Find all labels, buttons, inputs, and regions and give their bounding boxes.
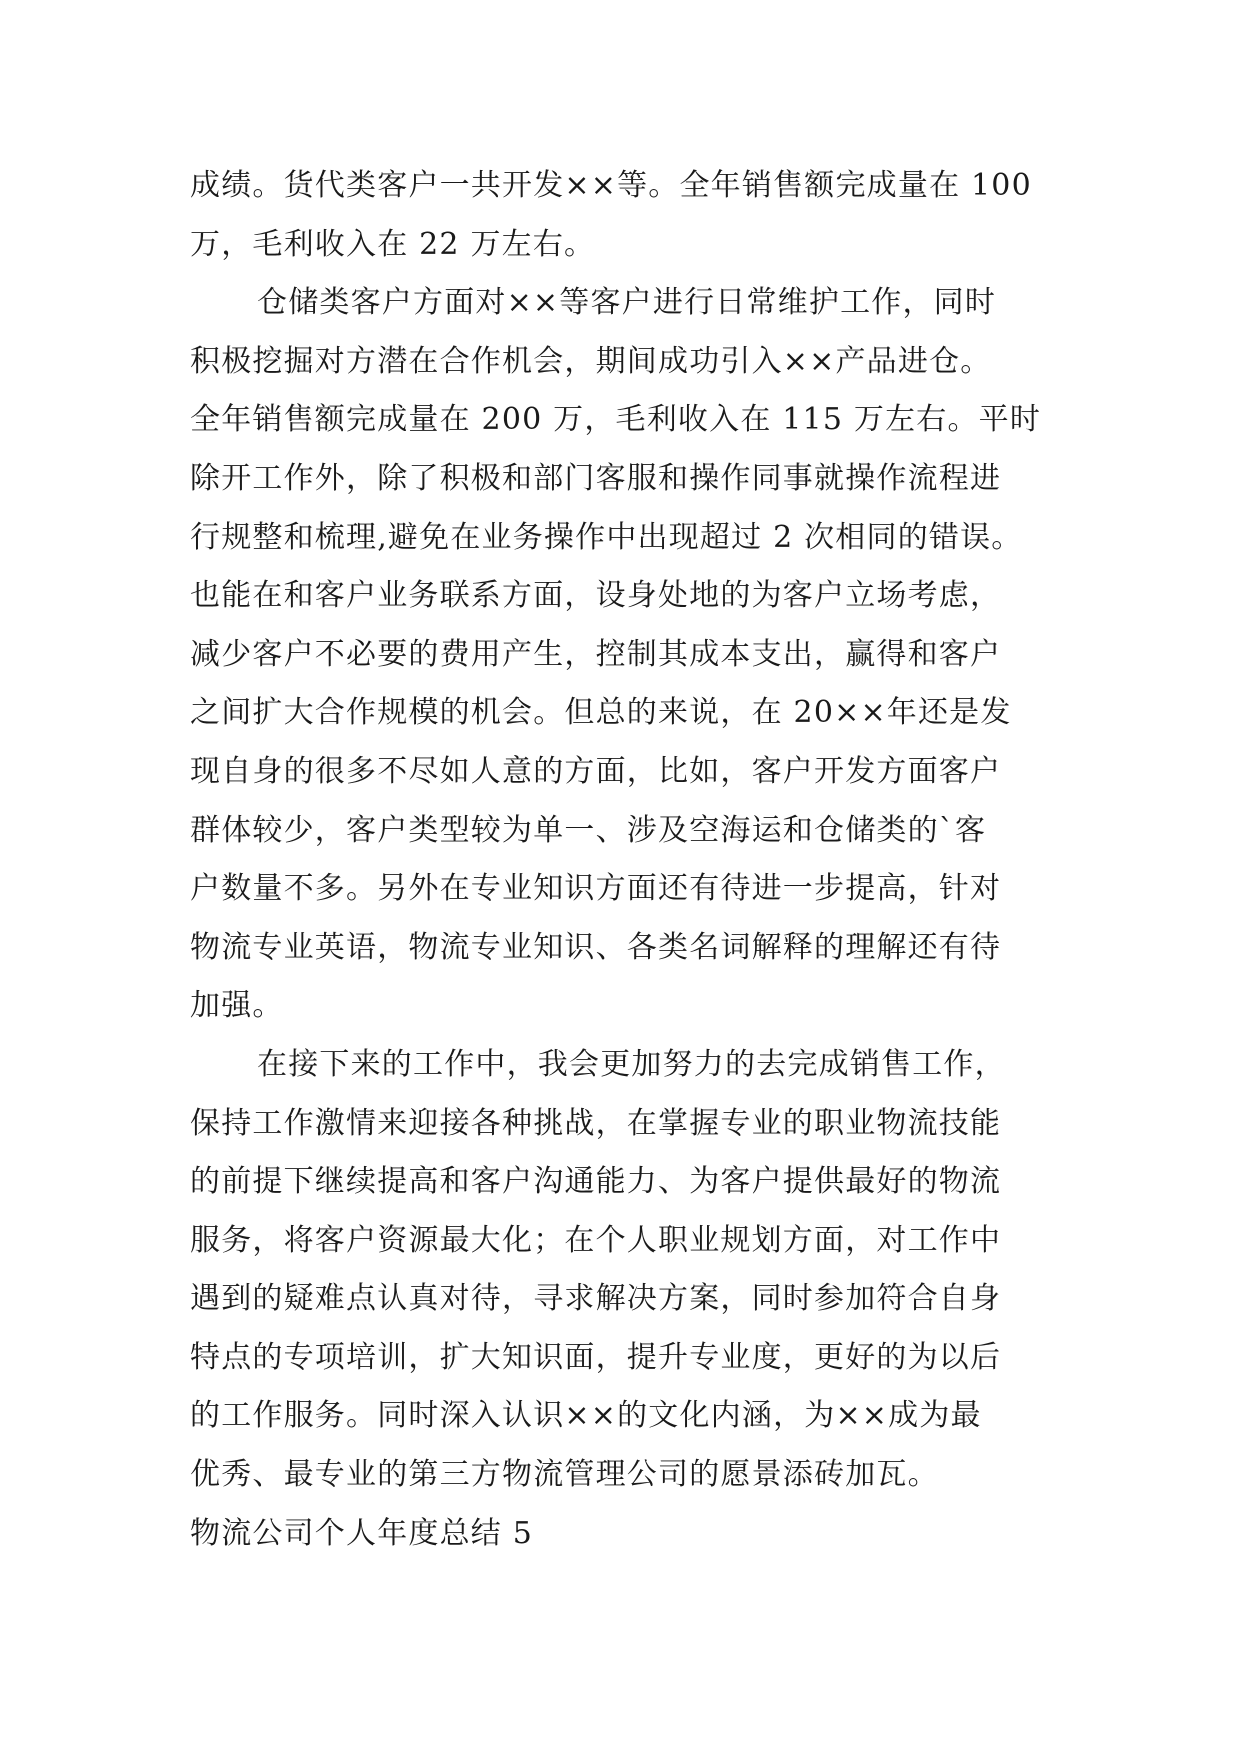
text-line: 积极挖掘对方潜在合作机会，期间成功引入××产品进仓。 (190, 343, 992, 379)
text-line: 保持工作激情来迎接各种挑战，在掌握专业的职业物流技能 (190, 1105, 1002, 1141)
text-line: 加强。 (190, 988, 284, 1024)
text-line: 在接下来的工作中，我会更加努力的去完成销售工作， (257, 1046, 1006, 1082)
text-line: 行规整和梳理,避免在业务操作中出现超过 2 次相同的错误。 (190, 519, 1023, 555)
text-line: 群体较少，客户类型较为单一、涉及空海运和仓储类的`客 (190, 812, 987, 848)
text-line: 也能在和客户业务联系方面，设身处地的为客户立场考虑， (190, 578, 1002, 614)
text-line: 优秀、最专业的第三方物流管理公司的愿景添砖加瓦。 (190, 1457, 939, 1493)
text-line: 之间扩大合作规模的机会。但总的来说，在 20××年还是发 (190, 695, 1012, 731)
text-line: 户数量不多。另外在专业知识方面还有待进一步提高，针对 (190, 871, 1002, 907)
text-line: 的前提下继续提高和客户沟通能力、为客户提供最好的物流 (190, 1164, 1002, 1200)
text-line: 减少客户不必要的费用产生，控制其成本支出，赢得和客户 (190, 636, 1002, 672)
paragraph-2 (190, 274, 1060, 1036)
text-line: 万，毛利收入在 22 万左右。 (190, 226, 596, 262)
document-body (190, 157, 1060, 1563)
text-line: 物流专业英语，物流专业知识、各类名词解释的理解还有待 (190, 929, 1002, 965)
text-line: 仓储类客户方面对××等客户进行日常维护工作，同时 (257, 285, 997, 321)
paragraph-1 (190, 157, 1060, 274)
text-line: 特点的专项培训，扩大知识面，提升专业度，更好的为以后 (190, 1339, 1002, 1375)
text-line: 除开工作外，除了积极和部门客服和操作同事就操作流程进 (190, 460, 1002, 496)
section-title: 物流公司个人年度总结 5 (190, 1515, 534, 1551)
paragraph-3 (190, 1036, 1060, 1505)
text-line: 现自身的很多不尽如人意的方面，比如，客户开发方面客户 (190, 753, 1002, 789)
text-line: 服务，将客户资源最大化；在个人职业规划方面，对工作中 (190, 1222, 1002, 1258)
text-line: 的工作服务。同时深入认识××的文化内涵，为××成为最 (190, 1398, 982, 1434)
text-line: 遇到的疑难点认真对待，寻求解决方案，同时参加符合自身 (190, 1281, 1002, 1317)
text-line: 全年销售额完成量在 200 万，毛利收入在 115 万左右。平时 (190, 402, 1042, 438)
text-line: 成绩。货代类客户一共开发××等。全年销售额完成量在 100 (190, 168, 1032, 203)
